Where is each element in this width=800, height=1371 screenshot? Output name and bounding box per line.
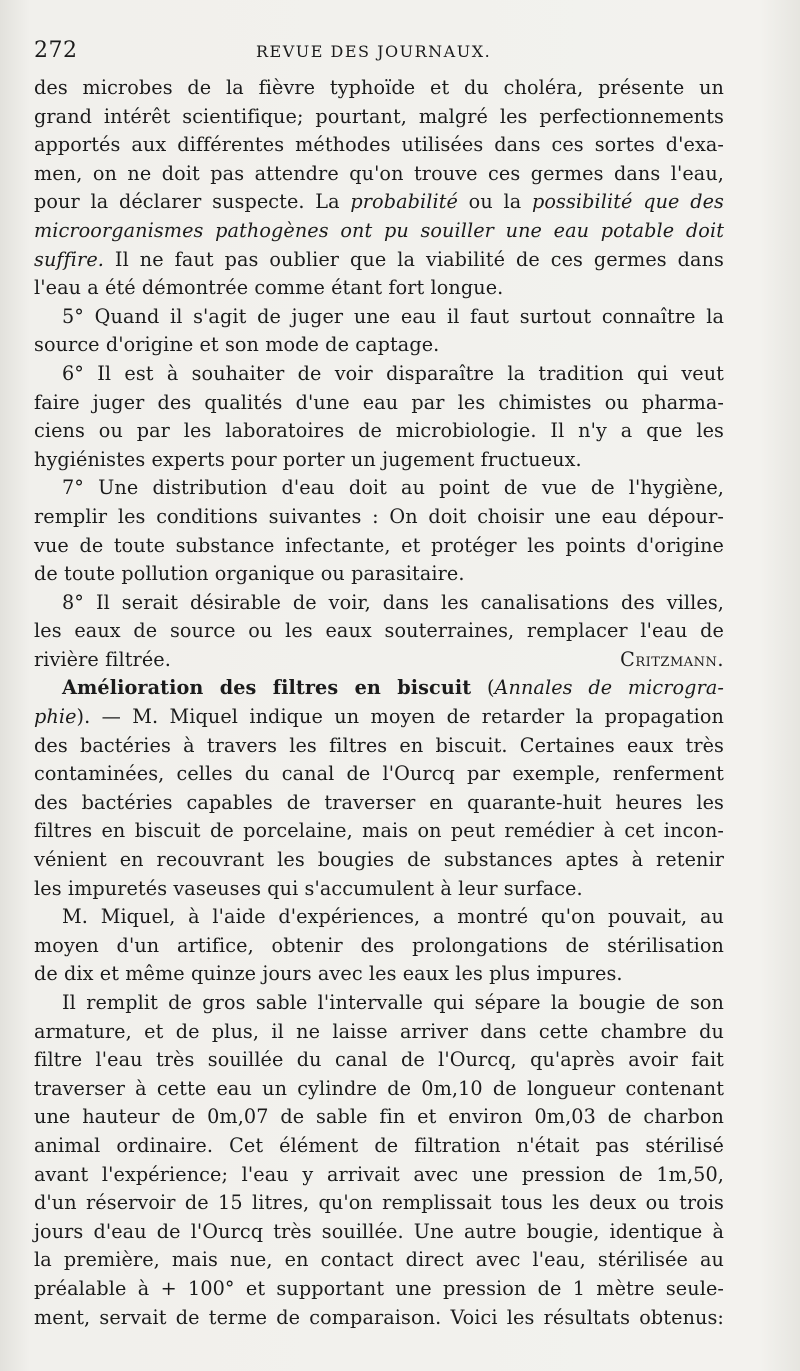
emphasis-possibilite: possibilité que des [531, 190, 724, 214]
text-run: Il ne faut pas oublier que la viabilité de ces germes dans [103, 247, 724, 271]
article-title: Amélioration des filtres en biscuit [62, 676, 472, 700]
text-line: Il remplit de gros sable l'intervalle qui sépare la bougie de son [62, 991, 724, 1014]
text-line: microorganismes pathogènes ont pu souiller une eau potable doit [34, 218, 724, 242]
text-line: une hauteur de 0m,07 de sable fin et environ 0m,03 de charbon [34, 1105, 724, 1129]
text-line: préalable à + 100° et supportant une pression de 1 mètre seule- [34, 1276, 724, 1300]
source-journal-end: phie [34, 705, 77, 729]
text-run: pour la déclarer suspecte. La [34, 190, 351, 214]
text-line: de dix et même quinze jours avec les eaux les plus impures. [34, 962, 623, 986]
text-line: des bactéries à travers les filtres en biscuit. Certaines eaux très [34, 733, 724, 757]
text-run: ( [471, 676, 495, 700]
text-line: moyen d'un artifice, obtenir des prolongations de stérilisation [34, 933, 724, 957]
text-line: les eaux de source ou les eaux souterraines, remplacer l'eau de [34, 619, 724, 643]
text-line: l'eau a été démontrée comme étant fort longue. [34, 276, 504, 300]
running-title: REVUE DES JOURNAUX. [256, 42, 492, 61]
text-line: traverser à cette eau un cylindre de 0m,10 de longueur contenant [34, 1076, 724, 1100]
text-line: grand intérêt scientifique; pourtant, malgré les perfectionnements [34, 104, 724, 128]
text-line: la première, mais nue, en contact direct avec l'eau, stérilisée au [34, 1248, 724, 1272]
text-line [34, 246, 724, 275]
text-line: de toute pollution organique ou parasitaire. [34, 562, 465, 586]
text-line: 5° Quand il s'agit de juger une eau il faut surtout connaître la [62, 304, 724, 328]
text-line: apportés aux différentes méthodes utilisées dans ces sortes d'exa- [34, 133, 724, 157]
text-line: 6° Il est à souhaiter de voir disparaître la tradition qui veut [62, 361, 724, 385]
text-line: vue de toute substance infectante, et protéger les points d'origine [34, 533, 724, 557]
text-line: les impuretés vaseuses qui s'accumulent à leur surface. [34, 876, 583, 900]
text-line: filtre l'eau très souillée du canal de l'Ourcq, qu'après avoir fait [34, 1048, 724, 1072]
page-number: 272 [34, 38, 78, 63]
text-line: hygiénistes experts pour porter un jugement fructueux. [34, 447, 582, 471]
source-journal: Annales de microgra- [494, 676, 724, 700]
text-line: ciens ou par les laboratoires de microbiologie. Il n'y a que les [34, 419, 724, 443]
text-line: jours d'eau de l'Ourcq très souillée. Une autre bougie, identique à [34, 1219, 724, 1243]
text-run: rivière filtrée. [34, 647, 171, 671]
text-line: remplir les conditions suivantes : On doit choisir une eau dépour- [34, 504, 724, 528]
article-heading-line [34, 674, 724, 703]
text-line: d'un réservoir de 15 litres, qu'on remplissait tous les deux ou trois [34, 1191, 724, 1215]
text-line: contaminées, celles du canal de l'Ourcq par exemple, renferment [34, 762, 724, 786]
text-line: source d'origine et son mode de captage. [34, 333, 440, 357]
emphasis-probabilite: probabilité [350, 190, 458, 214]
text-line [34, 646, 724, 675]
text-run: ). — M. Miquel indique un moyen de retarder la propagation [76, 705, 724, 729]
text-line [34, 188, 724, 217]
text-line: 7° Une distribution d'eau doit au point de vue de l'hygiène, [62, 476, 724, 500]
page-header [34, 38, 724, 68]
text-line: faire juger des qualités d'une eau par les chimistes ou pharma- [34, 390, 724, 414]
author-signature: Critzmann. [620, 647, 724, 671]
text-line: avant l'expérience; l'eau y arrivait avec une pression de 1m,50, [34, 1162, 724, 1186]
text-line: men, on ne doit pas attendre qu'on trouve ces germes dans l'eau, [34, 161, 724, 185]
text-line: ment, servait de terme de comparaison. Voici les résultats obtenus: [34, 1305, 724, 1329]
text-line: 8° Il serait désirable de voir, dans les canalisations des villes, [62, 590, 724, 614]
text-line: vénient en recouvrant les bougies de substances aptes à retenir [34, 848, 724, 872]
emphasis-suffire: suffire. [34, 247, 104, 271]
text-run: ou la [457, 190, 532, 214]
text-line: des bactéries capables de traverser en quarante-huit heures les [34, 790, 724, 814]
body-text [34, 74, 724, 1332]
text-line: animal ordinaire. Cet élément de filtration n'était pas stérilisé [34, 1133, 724, 1157]
text-line: M. Miquel, à l'aide d'expériences, a montré qu'on pouvait, au [62, 905, 724, 929]
text-line: des microbes de la fièvre typhoïde et du choléra, présente un [34, 76, 724, 99]
text-line [34, 703, 724, 732]
text-line: filtres en biscuit de porcelaine, mais on peut remédier à cet incon- [34, 819, 724, 843]
text-line: armature, et de plus, il ne laisse arriver dans cette chambre du [34, 1019, 724, 1043]
